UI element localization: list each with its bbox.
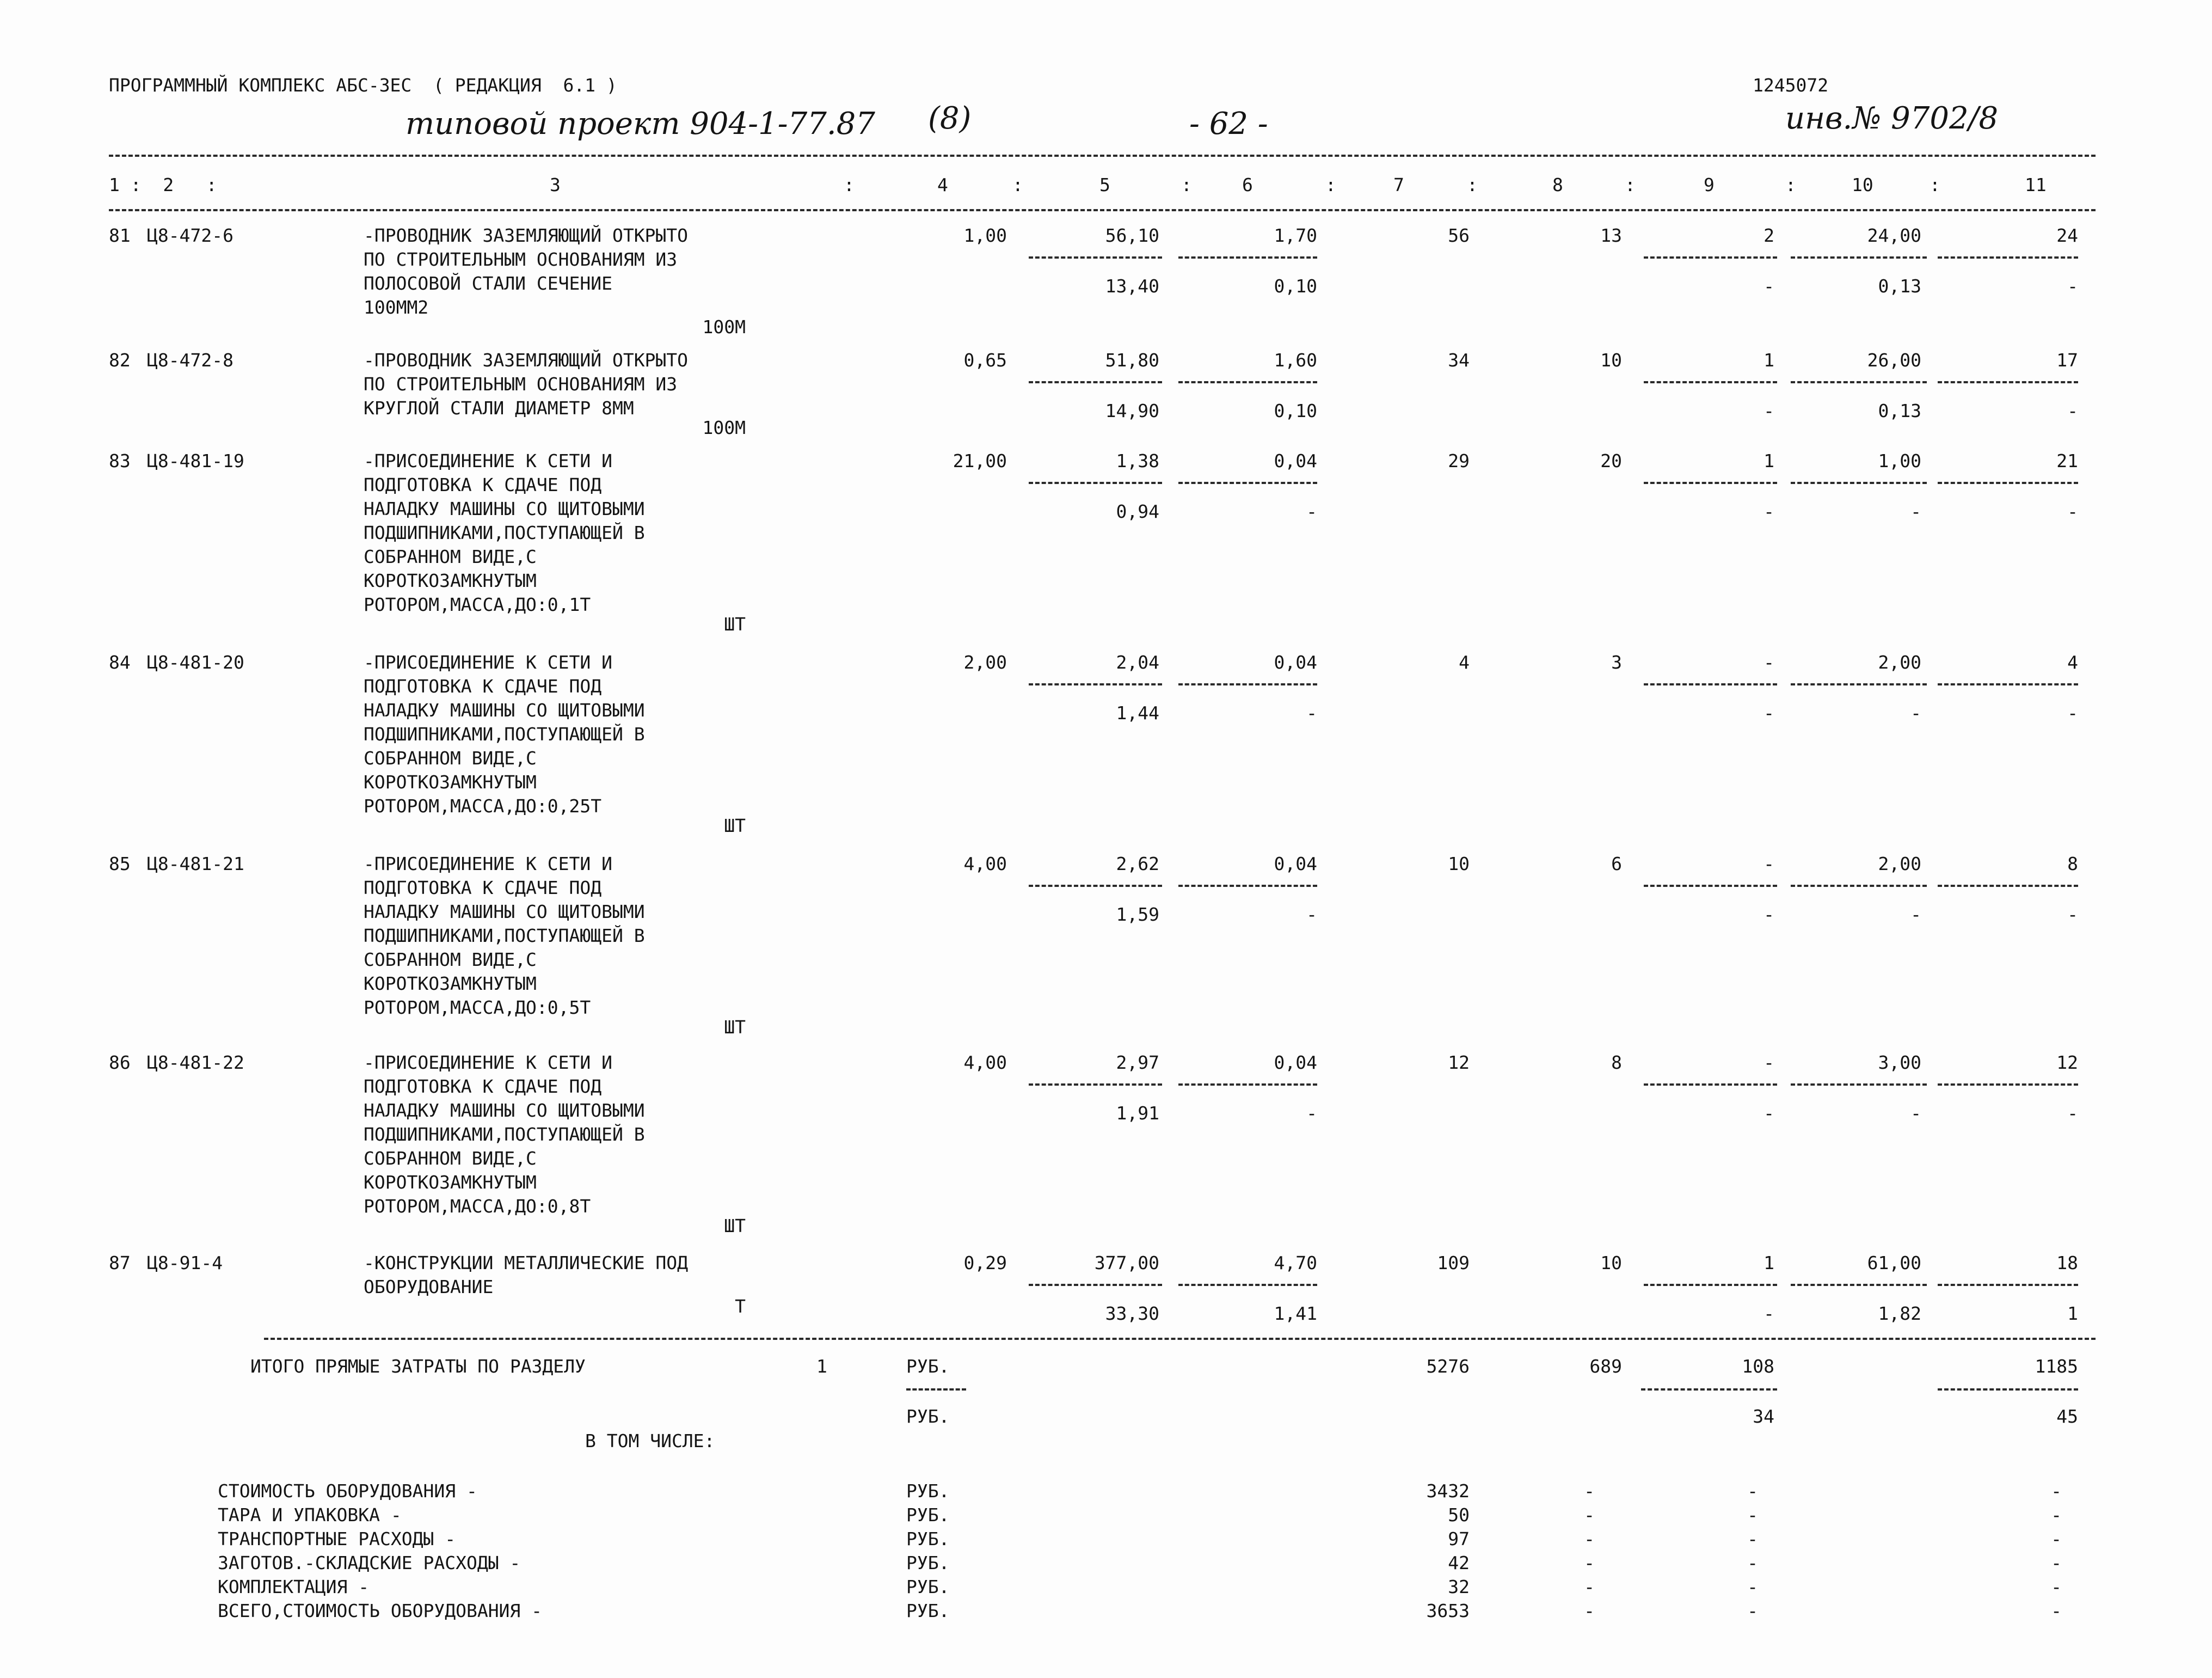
breakdown-col-11: - xyxy=(2051,1576,2062,1597)
row-number: 81 xyxy=(109,225,131,246)
work-description-line: -ПРИСОЕДИНЕНИЕ К СЕТИ И xyxy=(364,853,612,874)
work-description-line: РОТОРОМ,МАССА,ДО:0,1Т xyxy=(364,594,591,615)
work-description-line: ПО СТРОИТЕЛЬНЫМ ОСНОВАНИЯМ ИЗ xyxy=(364,249,678,270)
subtotal-rule xyxy=(1938,256,2078,259)
subtotal-rule xyxy=(1029,683,1162,685)
breakdown-label: КОМПЛЕКТАЦИЯ - xyxy=(218,1576,370,1597)
totals-rule xyxy=(264,1338,2096,1340)
column-separator: : xyxy=(1785,174,1796,195)
cell-col-9: 1 xyxy=(1764,350,1774,371)
cell-col-9: - xyxy=(1764,1052,1774,1073)
subtotal-rule xyxy=(1178,885,1317,887)
cell-col-9: 2 xyxy=(1764,225,1774,246)
unit-of-measure: Т xyxy=(735,1296,746,1317)
cell-col-9: 1 xyxy=(1764,450,1774,471)
breakdown-unit: РУБ. xyxy=(906,1576,950,1597)
subtotal-rule xyxy=(1178,256,1317,259)
totals-unit: РУБ. xyxy=(906,1356,950,1377)
totals-section-number: 1 xyxy=(816,1356,827,1377)
work-description-line: -ПРОВОДНИК ЗАЗЕМЛЯЮЩИЙ ОТКРЫТО xyxy=(364,225,689,246)
subtotal-rule xyxy=(1644,482,1777,484)
cell-col-5: 377,00 xyxy=(1094,1252,1159,1273)
totals-col-11-lower: 45 xyxy=(2056,1406,2078,1427)
unit-of-measure: ШТ xyxy=(724,614,746,635)
cell-col-11: 18 xyxy=(2056,1252,2078,1273)
cell-col-11-lower: - xyxy=(2067,1103,2078,1124)
subtotal-rule xyxy=(1644,885,1777,887)
cell-col-10-lower: - xyxy=(1910,702,1921,724)
cell-col-8: 10 xyxy=(1600,350,1622,371)
cell-col-9-lower: - xyxy=(1764,1103,1774,1124)
cell-col-4: 0,29 xyxy=(963,1252,1007,1273)
cell-col-11-lower: - xyxy=(2067,400,2078,421)
unit-of-measure: ШТ xyxy=(724,815,746,836)
subtotal-rule xyxy=(1791,482,1927,484)
breakdown-col-8: - xyxy=(1584,1600,1595,1621)
subtotal-rule xyxy=(1029,482,1162,484)
cell-col-11-lower: - xyxy=(2067,904,2078,925)
breakdown-col-7: 3653 xyxy=(1426,1600,1470,1621)
breakdown-col-9: - xyxy=(1747,1480,1758,1502)
subtotal-rule xyxy=(1644,1284,1777,1286)
rate-code: Ц8-91-4 xyxy=(147,1252,223,1273)
cell-col-11: 24 xyxy=(2056,225,2078,246)
subtotal-rule xyxy=(1178,683,1317,685)
rate-code: Ц8-472-8 xyxy=(147,350,234,371)
work-description-line: КОРОТКОЗАМКНУТЫМ xyxy=(364,570,537,591)
cell-col-6-lower: - xyxy=(1306,501,1317,522)
column-header-3: 4 xyxy=(937,174,948,195)
column-separator: : xyxy=(1181,174,1192,195)
cell-col-6-lower: 0,10 xyxy=(1274,275,1317,297)
row-number: 82 xyxy=(109,350,131,371)
subtotal-rule xyxy=(1791,885,1927,887)
cell-col-10: 2,00 xyxy=(1878,853,1921,874)
document-code: 1245072 xyxy=(1753,75,1829,96)
cell-col-4: 2,00 xyxy=(963,652,1007,673)
rate-code: Ц8-472-6 xyxy=(147,225,234,246)
work-description-line: ПОДШИПНИКАМИ,ПОСТУПАЮЩЕЙ В xyxy=(364,1124,645,1145)
subtotal-rule xyxy=(1029,381,1162,383)
cell-col-11: 4 xyxy=(2067,652,2078,673)
work-description-line: ПОДШИПНИКАМИ,ПОСТУПАЮЩЕЙ В xyxy=(364,522,645,543)
column-header-4: 5 xyxy=(1099,174,1110,195)
work-description-line: -ПРИСОЕДИНЕНИЕ К СЕТИ И xyxy=(364,1052,612,1073)
work-description-line: ПОДШИПНИКАМИ,ПОСТУПАЮЩЕЙ В xyxy=(364,724,645,745)
cell-col-5-lower: 14,90 xyxy=(1105,400,1159,421)
cell-col-5-lower: 0,94 xyxy=(1116,501,1159,522)
subtotal-rule xyxy=(1029,256,1162,259)
cell-col-9-lower: - xyxy=(1764,501,1774,522)
totals-col-7: 5276 xyxy=(1426,1356,1470,1377)
cell-col-10: 61,00 xyxy=(1867,1252,1921,1273)
cell-col-6-lower: - xyxy=(1306,1103,1317,1124)
cell-col-8: 8 xyxy=(1611,1052,1622,1073)
breakdown-col-11: - xyxy=(2051,1528,2062,1550)
breakdown-col-8: - xyxy=(1584,1552,1595,1573)
header-rule-bottom xyxy=(109,209,2096,211)
breakdown-col-8: - xyxy=(1584,1576,1595,1597)
cell-col-4: 4,00 xyxy=(963,1052,1007,1073)
cell-col-10-lower: - xyxy=(1910,1103,1921,1124)
totals-col-9-lower: 34 xyxy=(1753,1406,1774,1427)
work-description-line: СОБРАННОМ ВИДЕ,С xyxy=(364,1148,537,1169)
cell-col-9-lower: - xyxy=(1764,400,1774,421)
totals-unit-2: РУБ. xyxy=(906,1406,950,1427)
cell-col-5-lower: 1,44 xyxy=(1116,702,1159,724)
work-description-line: ОБОРУДОВАНИЕ xyxy=(364,1276,494,1297)
subtotal-rule xyxy=(1029,1083,1162,1086)
cell-col-6: 1,60 xyxy=(1274,350,1317,371)
subtotal-rule xyxy=(1644,683,1777,685)
work-description-line: КРУГЛОЙ СТАЛИ ДИАМЕТР 8ММ xyxy=(364,397,634,419)
breakdown-unit: РУБ. xyxy=(906,1504,950,1526)
work-description-line: КОРОТКОЗАМКНУТЫМ xyxy=(364,771,537,793)
cell-col-11: 21 xyxy=(2056,450,2078,471)
breakdown-col-7: 97 xyxy=(1448,1528,1470,1550)
breakdown-label: ВСЕГО,СТОИМОСТЬ ОБОРУДОВАНИЯ - xyxy=(218,1600,543,1621)
work-description-line: РОТОРОМ,МАССА,ДО:0,25Т xyxy=(364,795,602,817)
cell-col-10-lower: - xyxy=(1910,501,1921,522)
breakdown-label: ЗАГОТОВ.-СКЛАДСКИЕ РАСХОДЫ - xyxy=(218,1552,521,1573)
work-description-line: -КОНСТРУКЦИИ МЕТАЛЛИЧЕСКИЕ ПОД xyxy=(364,1252,689,1273)
breakdown-unit: РУБ. xyxy=(906,1528,950,1550)
cell-col-10: 1,00 xyxy=(1878,450,1921,471)
cell-col-11: 17 xyxy=(2056,350,2078,371)
breakdown-col-7: 42 xyxy=(1448,1552,1470,1573)
cell-col-9: - xyxy=(1764,652,1774,673)
cell-col-9-lower: - xyxy=(1764,904,1774,925)
column-header-5: 6 xyxy=(1242,174,1253,195)
work-description-line: ПОДГОТОВКА К СДАЧЕ ПОД xyxy=(364,877,602,898)
cell-col-10: 24,00 xyxy=(1867,225,1921,246)
totals-col-9: 108 xyxy=(1742,1356,1774,1377)
cell-col-7: 56 xyxy=(1448,225,1470,246)
breakdown-col-7: 50 xyxy=(1448,1504,1470,1526)
column-separator: : xyxy=(1625,174,1636,195)
subtotal-rule xyxy=(1644,381,1777,383)
rate-code: Ц8-481-20 xyxy=(147,652,244,673)
cell-col-10: 2,00 xyxy=(1878,652,1921,673)
cell-col-4: 1,00 xyxy=(963,225,1007,246)
work-description-line: НАЛАДКУ МАШИНЫ СО ЩИТОВЫМИ xyxy=(364,901,645,922)
breakdown-col-9: - xyxy=(1747,1600,1758,1621)
column-separator: : xyxy=(844,174,855,195)
work-description-line: НАЛАДКУ МАШИНЫ СО ЩИТОВЫМИ xyxy=(364,498,645,519)
work-description-line: НАЛАДКУ МАШИНЫ СО ЩИТОВЫМИ xyxy=(364,1100,645,1121)
breakdown-unit: РУБ. xyxy=(906,1600,950,1621)
cell-col-7: 12 xyxy=(1448,1052,1470,1073)
column-separator: : xyxy=(1930,174,1940,195)
work-description-line: ПОДГОТОВКА К СДАЧЕ ПОД xyxy=(364,1076,602,1097)
cell-col-9-lower: - xyxy=(1764,275,1774,297)
rate-code: Ц8-481-22 xyxy=(147,1052,244,1073)
cell-col-10: 26,00 xyxy=(1867,350,1921,371)
subtotal-rule xyxy=(1938,381,2078,383)
subtotal-rule xyxy=(1644,1083,1777,1086)
totals-sub-rule xyxy=(906,1388,966,1391)
work-description-line: РОТОРОМ,МАССА,ДО:0,5Т xyxy=(364,997,591,1018)
cell-col-7: 109 xyxy=(1437,1252,1470,1273)
cell-col-8: 3 xyxy=(1611,652,1622,673)
cell-col-6: 0,04 xyxy=(1274,853,1317,874)
cell-col-9: - xyxy=(1764,853,1774,874)
breakdown-col-8: - xyxy=(1584,1528,1595,1550)
header-rule-top xyxy=(109,155,2096,157)
work-description-line: СОБРАННОМ ВИДЕ,С xyxy=(364,546,537,567)
cell-col-7: 34 xyxy=(1448,350,1470,371)
row-number: 86 xyxy=(109,1052,131,1073)
column-header-10: 11 xyxy=(2025,174,2047,195)
work-description-line: ПОДШИПНИКАМИ,ПОСТУПАЮЩЕЙ В xyxy=(364,925,645,946)
cell-col-4: 0,65 xyxy=(963,350,1007,371)
breakdown-col-7: 3432 xyxy=(1426,1480,1470,1502)
work-description-line: -ПРИСОЕДИНЕНИЕ К СЕТИ И xyxy=(364,450,612,471)
cell-col-8: 13 xyxy=(1600,225,1622,246)
breakdown-col-8: - xyxy=(1584,1504,1595,1526)
cell-col-11-lower: - xyxy=(2067,702,2078,724)
breakdown-col-11: - xyxy=(2051,1480,2062,1502)
page-number: - 62 - xyxy=(1189,106,1268,142)
cell-col-11: 8 xyxy=(2067,853,2078,874)
cell-col-6: 0,04 xyxy=(1274,1052,1317,1073)
subtotal-rule xyxy=(1938,1284,2078,1286)
inventory-number: инв.№ 9702/8 xyxy=(1785,101,1999,136)
work-description-line: -ПРОВОДНИК ЗАЗЕМЛЯЮЩИЙ ОТКРЫТО xyxy=(364,350,689,371)
breakdown-col-7: 32 xyxy=(1448,1576,1470,1597)
breakdown-col-9: - xyxy=(1747,1576,1758,1597)
work-description-line: КОРОТКОЗАМКНУТЫМ xyxy=(364,973,537,994)
totals-sub-rule xyxy=(1938,1388,2078,1391)
unit-of-measure: ШТ xyxy=(724,1016,746,1038)
breakdown-col-9: - xyxy=(1747,1552,1758,1573)
subtotal-rule xyxy=(1178,1284,1317,1286)
subtotal-rule xyxy=(1938,683,2078,685)
breakdown-label: ТАРА И УПАКОВКА - xyxy=(218,1504,402,1526)
cell-col-6-lower: - xyxy=(1306,904,1317,925)
cell-col-10-lower: - xyxy=(1910,904,1921,925)
breakdown-col-9: - xyxy=(1747,1504,1758,1526)
work-description-line: ПОДГОТОВКА К СДАЧЕ ПОД xyxy=(364,474,602,495)
subtotal-rule xyxy=(1938,482,2078,484)
cell-col-5: 1,38 xyxy=(1116,450,1159,471)
breakdown-col-11: - xyxy=(2051,1600,2062,1621)
cell-col-6: 4,70 xyxy=(1274,1252,1317,1273)
cell-col-5: 2,04 xyxy=(1116,652,1159,673)
work-description-line: 100ММ2 xyxy=(364,297,429,318)
cell-col-4: 4,00 xyxy=(963,853,1007,874)
cell-col-6-lower: 0,10 xyxy=(1274,400,1317,421)
column-separator: : xyxy=(1012,174,1023,195)
row-number: 84 xyxy=(109,652,131,673)
totals-col-8: 689 xyxy=(1589,1356,1622,1377)
column-header-6: 7 xyxy=(1393,174,1404,195)
work-description-line: ПОЛОСОВОЙ СТАЛИ СЕЧЕНИЕ xyxy=(364,273,612,294)
breakdown-unit: РУБ. xyxy=(906,1552,950,1573)
subtotal-rule xyxy=(1178,381,1317,383)
row-number: 83 xyxy=(109,450,131,471)
work-description-line: ПОДГОТОВКА К СДАЧЕ ПОД xyxy=(364,676,602,697)
cell-col-11-lower: - xyxy=(2067,501,2078,522)
cell-col-9: 1 xyxy=(1764,1252,1774,1273)
cell-col-9-lower: - xyxy=(1764,702,1774,724)
cell-col-10-lower: 0,13 xyxy=(1878,400,1921,421)
work-description-line: ПО СТРОИТЕЛЬНЫМ ОСНОВАНИЯМ ИЗ xyxy=(364,373,678,395)
cell-col-6-lower: - xyxy=(1306,702,1317,724)
including-label: В ТОМ ЧИСЛЕ: xyxy=(585,1430,715,1452)
cell-col-5: 51,80 xyxy=(1105,350,1159,371)
row-number: 85 xyxy=(109,853,131,874)
unit-of-measure: 100М xyxy=(702,417,746,438)
subtotal-rule xyxy=(1791,1284,1927,1286)
column-header-9: 10 xyxy=(1852,174,1873,195)
work-description-line: НАЛАДКУ МАШИНЫ СО ЩИТОВЫМИ xyxy=(364,700,645,721)
cell-col-5-lower: 13,40 xyxy=(1105,275,1159,297)
subtotal-rule xyxy=(1178,1083,1317,1086)
cell-col-11: 12 xyxy=(2056,1052,2078,1073)
rate-code: Ц8-481-19 xyxy=(147,450,244,471)
breakdown-unit: РУБ. xyxy=(906,1480,950,1502)
cell-col-5-lower: 1,59 xyxy=(1116,904,1159,925)
cell-col-6: 1,70 xyxy=(1274,225,1317,246)
breakdown-col-11: - xyxy=(2051,1504,2062,1526)
cell-col-6-lower: 1,41 xyxy=(1274,1303,1317,1324)
cell-col-9-lower: - xyxy=(1764,1303,1774,1324)
cell-col-5: 56,10 xyxy=(1105,225,1159,246)
subtotal-rule xyxy=(1644,256,1777,259)
column-header-2: 3 xyxy=(550,174,561,195)
cell-col-7: 4 xyxy=(1459,652,1470,673)
work-description-line: РОТОРОМ,МАССА,ДО:0,8Т xyxy=(364,1196,591,1217)
cell-col-6: 0,04 xyxy=(1274,450,1317,471)
rate-code: Ц8-481-21 xyxy=(147,853,244,874)
subtotal-rule xyxy=(1791,683,1927,685)
cell-col-11-lower: - xyxy=(2067,275,2078,297)
work-description-line: КОРОТКОЗАМКНУТЫМ xyxy=(364,1172,537,1193)
column-header-7: 8 xyxy=(1552,174,1563,195)
sheet-mark: (8) xyxy=(928,101,972,136)
cell-col-5: 2,97 xyxy=(1116,1052,1159,1073)
subtotal-rule xyxy=(1938,885,2078,887)
cell-col-4: 21,00 xyxy=(953,450,1007,471)
subtotal-rule xyxy=(1791,381,1927,383)
subtotal-rule xyxy=(1029,1284,1162,1286)
unit-of-measure: 100М xyxy=(702,316,746,338)
cell-col-8: 6 xyxy=(1611,853,1622,874)
unit-of-measure: ШТ xyxy=(724,1215,746,1236)
subtotal-rule xyxy=(1791,1083,1927,1086)
work-description-line: -ПРИСОЕДИНЕНИЕ К СЕТИ И xyxy=(364,652,612,673)
column-header-8: 9 xyxy=(1704,174,1715,195)
cell-col-5-lower: 33,30 xyxy=(1105,1303,1159,1324)
subtotal-rule xyxy=(1938,1083,2078,1086)
cell-col-10-lower: 0,13 xyxy=(1878,275,1921,297)
cell-col-7: 29 xyxy=(1448,450,1470,471)
subtotal-rule xyxy=(1029,885,1162,887)
column-separator: : xyxy=(1467,174,1478,195)
cell-col-8: 20 xyxy=(1600,450,1622,471)
project-title: типовой проект 904-1-77.87 xyxy=(405,106,875,142)
program-title: ПРОГРАММНЫЙ КОМПЛЕКС АБС-ЗЕС ( РЕДАКЦИЯ 6.1 ) xyxy=(109,75,617,96)
breakdown-col-8: - xyxy=(1584,1480,1595,1502)
cell-col-8: 10 xyxy=(1600,1252,1622,1273)
work-description-line: СОБРАННОМ ВИДЕ,С xyxy=(364,748,537,769)
totals-sub-rule xyxy=(1641,1388,1777,1391)
breakdown-label: СТОИМОСТЬ ОБОРУДОВАНИЯ - xyxy=(218,1480,477,1502)
totals-label: ИТОГО ПРЯМЫЕ ЗАТРАТЫ ПО РАЗДЕЛУ xyxy=(250,1356,586,1377)
work-description-line: СОБРАННОМ ВИДЕ,С xyxy=(364,949,537,970)
totals-col-11: 1185 xyxy=(2035,1356,2078,1377)
breakdown-col-11: - xyxy=(2051,1552,2062,1573)
cell-col-6: 0,04 xyxy=(1274,652,1317,673)
row-number: 87 xyxy=(109,1252,131,1273)
cell-col-10: 3,00 xyxy=(1878,1052,1921,1073)
cell-col-5: 2,62 xyxy=(1116,853,1159,874)
column-header-1: 1 : 2 : xyxy=(109,174,217,195)
cell-col-5-lower: 1,91 xyxy=(1116,1103,1159,1124)
cell-col-7: 10 xyxy=(1448,853,1470,874)
subtotal-rule xyxy=(1791,256,1927,259)
cell-col-11-lower: 1 xyxy=(2067,1303,2078,1324)
cell-col-10-lower: 1,82 xyxy=(1878,1303,1921,1324)
breakdown-label: ТРАНСПОРТНЫЕ РАСХОДЫ - xyxy=(218,1528,456,1550)
column-separator: : xyxy=(1325,174,1336,195)
subtotal-rule xyxy=(1178,482,1317,484)
breakdown-col-9: - xyxy=(1747,1528,1758,1550)
